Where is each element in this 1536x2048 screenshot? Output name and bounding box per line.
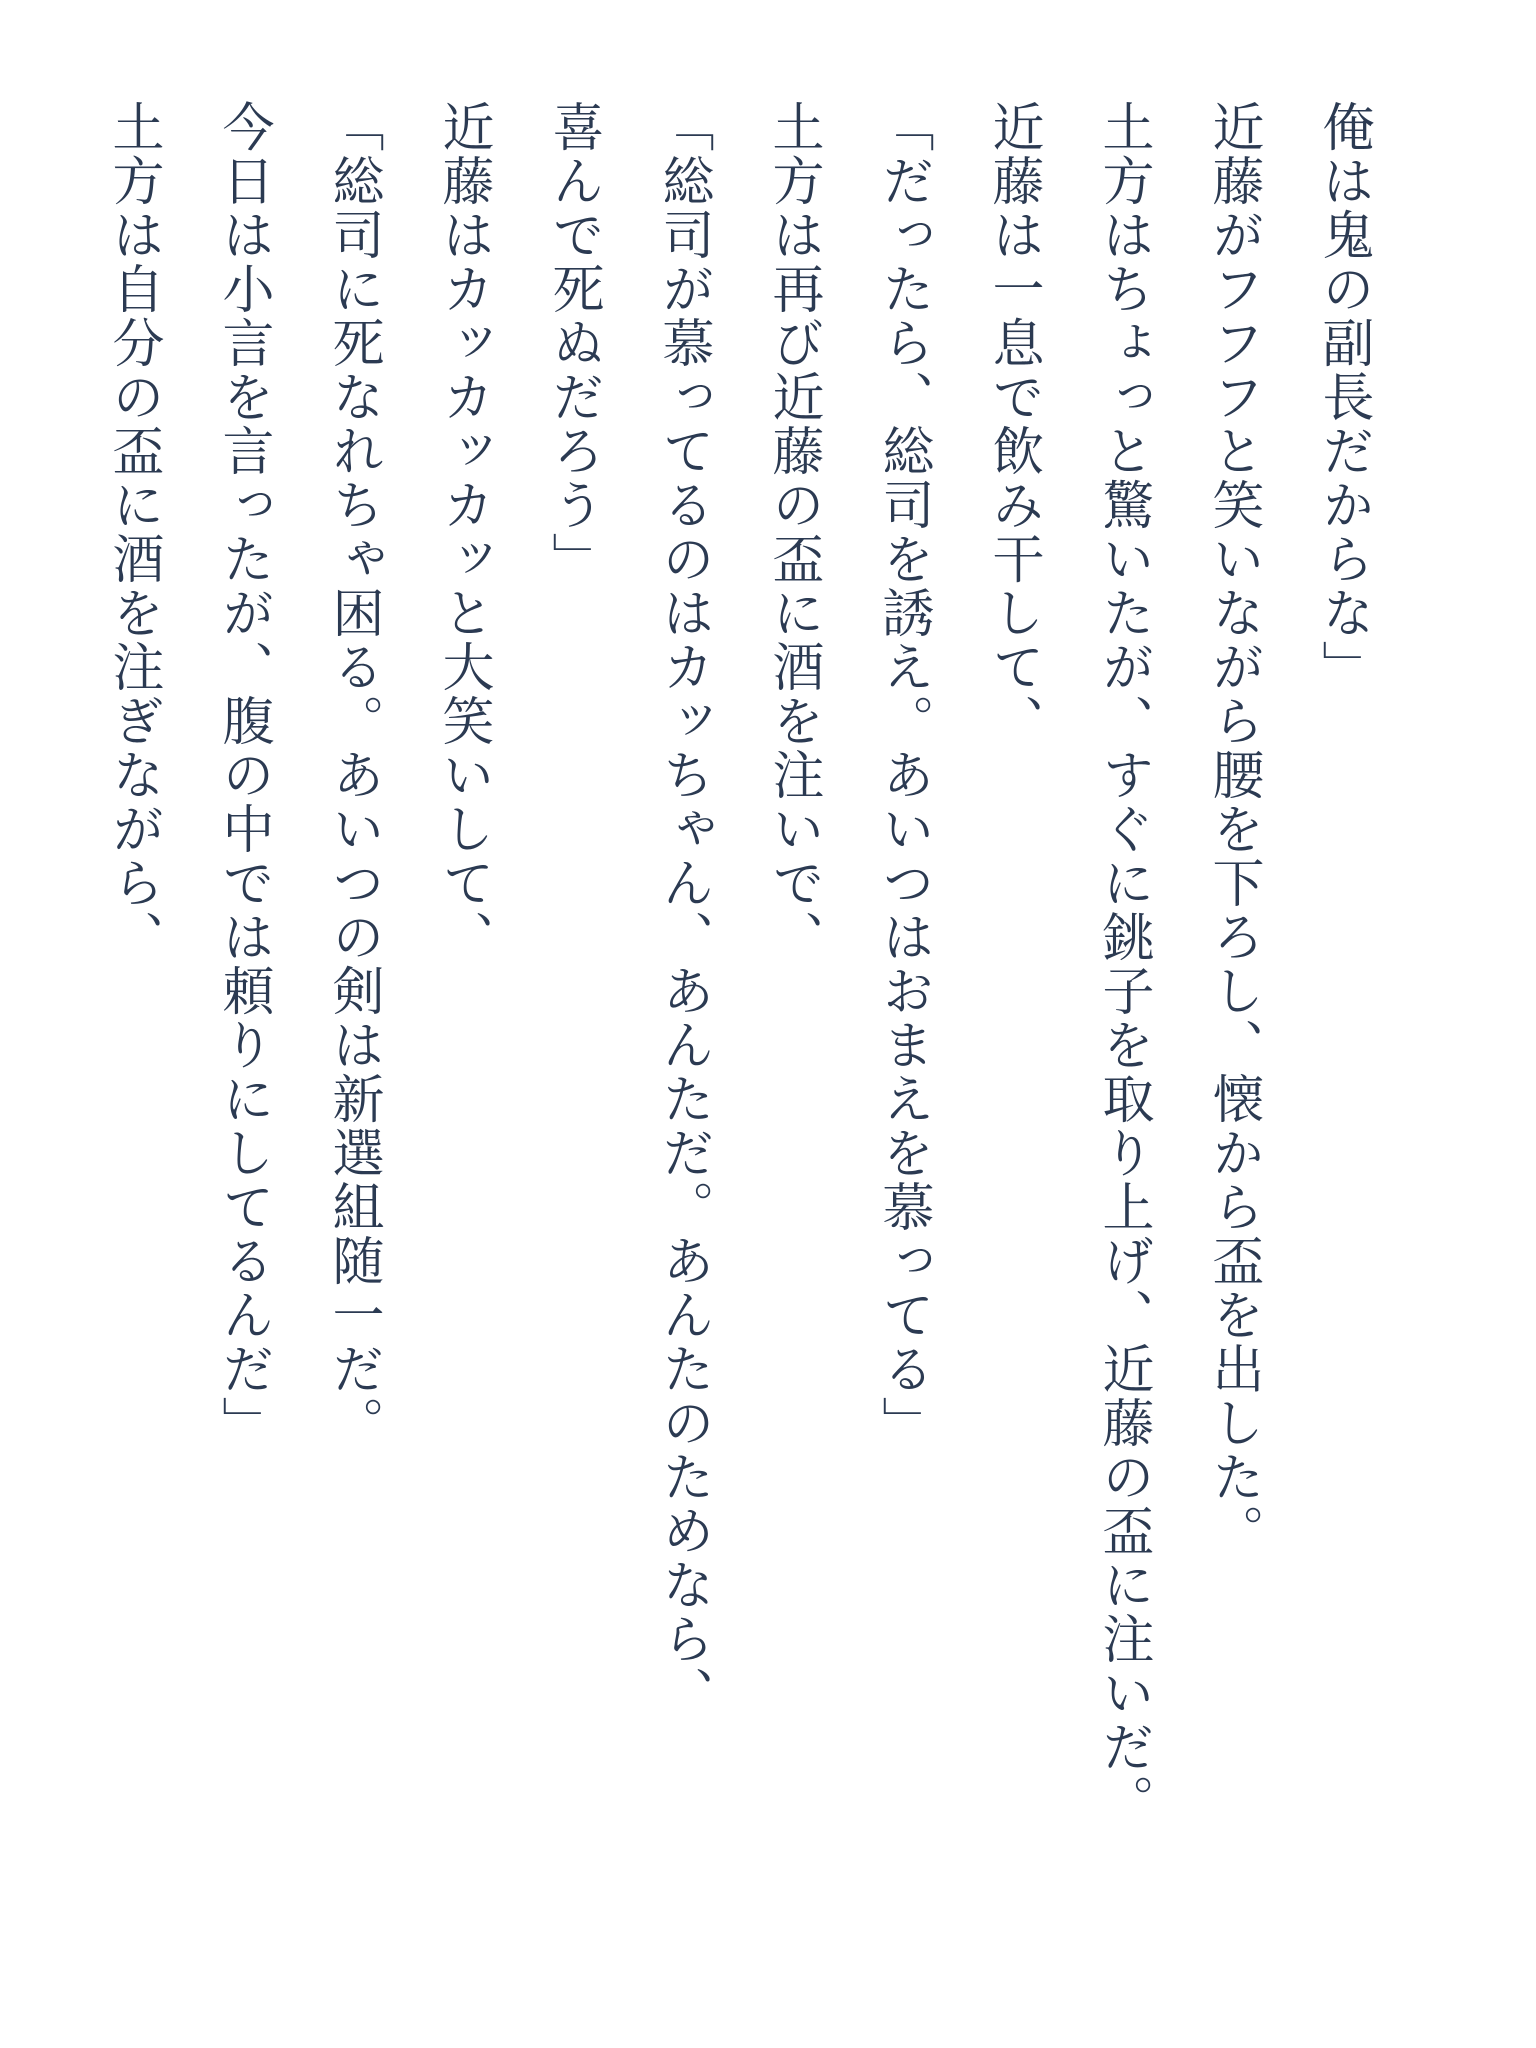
text-line-3: 土方はちょっと驚いたが、すぐに銚子を取り上げ、近藤の盃に注いだ。	[1093, 100, 1153, 1828]
text-line-7: 「総司が慕ってるのはカッちゃん、あんただ。あんたのためなら、	[653, 100, 713, 1720]
text-line-11: 今日は小言を言ったが、腹の中では頼りにしてるんだ」	[213, 100, 273, 1450]
text-line-1: 俺は鬼の副長だからな」	[1313, 100, 1373, 694]
text-line-8: 喜んで死ぬだろう」	[543, 100, 603, 586]
text-line-5: 「だったら、総司を誘え。あいつはおまえを慕ってる」	[873, 100, 933, 1450]
vertical-text-body	[78, 100, 1398, 1980]
text-line-9: 近藤はカッカッカッと大笑いして、	[433, 100, 493, 964]
text-line-12: 土方は自分の盃に酒を注ぎながら、	[103, 100, 163, 964]
text-line-4: 近藤は一息で飲み干して、	[983, 100, 1043, 748]
text-line-6: 土方は再び近藤の盃に酒を注いで、	[763, 100, 823, 964]
text-line-2: 近藤がフフフと笑いながら腰を下ろし、懐から盃を出した。	[1203, 100, 1263, 1558]
text-line-10: 「総司に死なれちゃ困る。あいつの剣は新選組随一だ。	[323, 100, 383, 1450]
